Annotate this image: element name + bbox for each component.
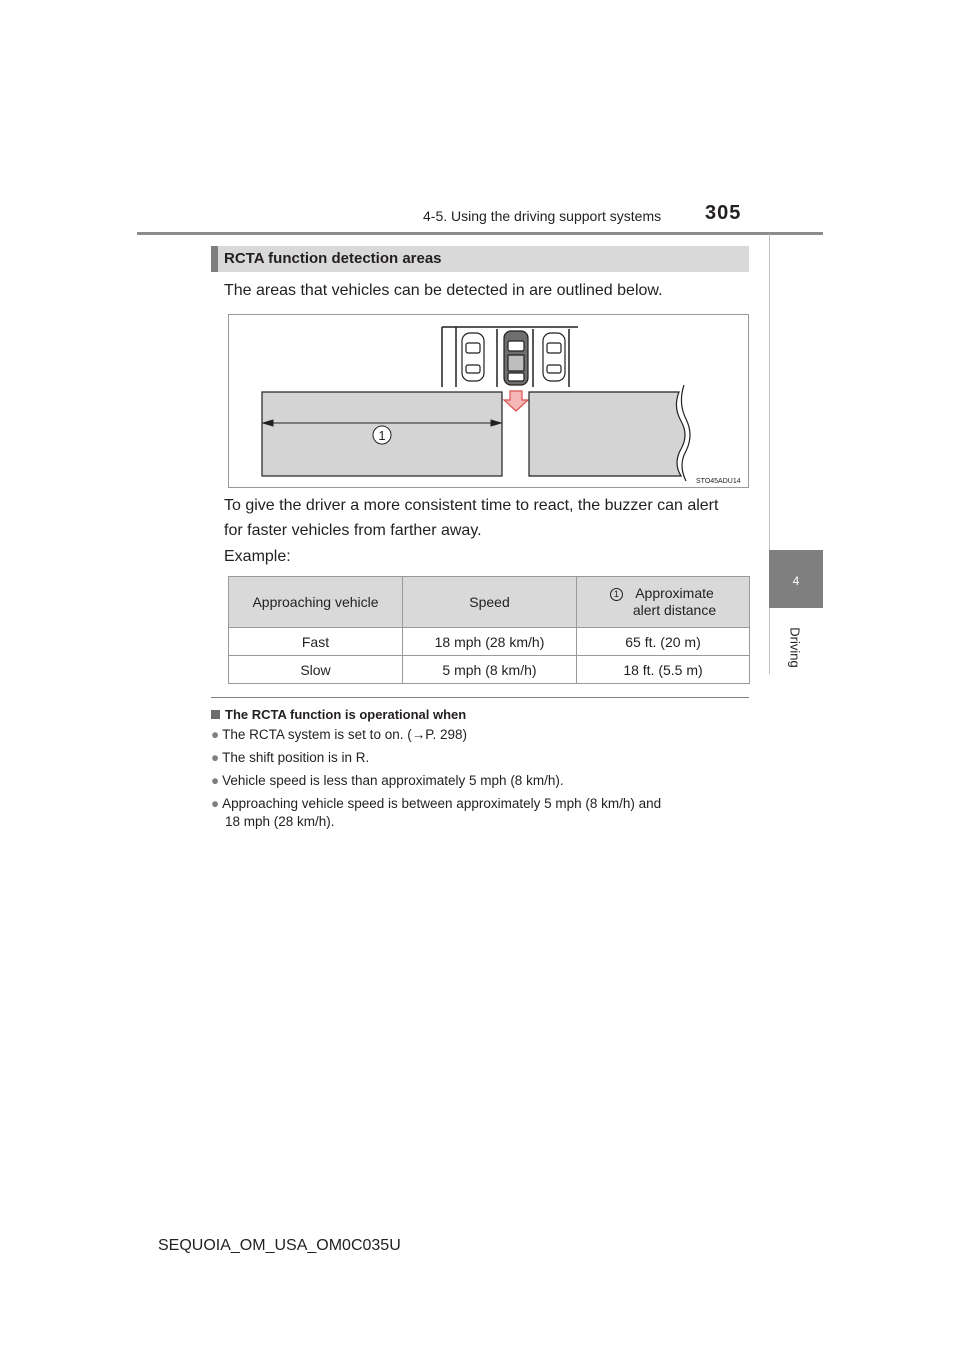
cell-speed: 18 mph (28 km/h) [403,628,577,656]
example-label: Example: [224,548,291,565]
col-header-distance-line1: Approximate [635,585,714,601]
bullet-icon: ● [211,796,220,811]
detection-zone-right [529,392,685,476]
cell-vehicle: Slow [229,656,403,684]
section-heading: RCTA function detection areas [224,250,442,267]
explanation-line-1: To give the driver a more consistent time to react, the buzzer can alert [224,497,719,514]
intro-paragraph: The areas that vehicles can be detected in are outlined below. [224,282,663,299]
list-item: ● Vehicle speed is less than approximately 5 mph (8 km/h). [211,773,564,788]
side-rule [769,234,770,674]
chapter-tab-number: 4 [792,574,800,588]
alert-distance-table [228,576,750,684]
bullet-icon: ● [211,750,220,765]
notes-divider [211,697,749,698]
callout-number: 1 [378,428,386,443]
cell-speed: 5 mph (8 km/h) [403,656,577,684]
parked-car-left-icon [462,333,484,381]
document-code: SEQUOIA_OM_USA_OM0C035U [158,1237,401,1254]
parked-car-right-icon [543,333,565,381]
list-item-continuation: 18 mph (28 km/h). [225,814,335,829]
list-item: ● Approaching vehicle speed is between approximately 5 mph (8 km/h) and [211,796,662,811]
page-reference-link[interactable]: →P. 298) [411,727,468,742]
page-number: 305 [705,202,742,224]
col-header-distance-line2: alert distance [632,602,717,618]
section-heading-accent [211,246,218,272]
cell-distance: 65 ft. (20 m) [577,628,750,656]
figure-code: STO45ADU14 [696,478,741,485]
col-header-distance [577,577,750,628]
square-bullet-icon [211,710,220,719]
cell-vehicle: Fast [229,628,403,656]
bullet-icon: ● [211,727,220,742]
running-header-section: 4-5. Using the driving support systems [423,208,662,224]
table-row [229,656,750,684]
list-item: ● The shift position is in R. [211,750,370,765]
table-row [229,628,750,656]
col-header-vehicle: Approaching vehicle [229,577,403,628]
explanation-line-2: for faster vehicles from farther away. [224,522,482,539]
detection-area-figure [228,314,749,488]
list-item: ● The RCTA system is set to on. (→P. 298) [211,727,468,742]
table-header-row [229,577,750,628]
detection-area-diagram [229,315,748,487]
notes-heading-text: The RCTA function is operational when [225,707,467,722]
cell-distance: 18 ft. (5.5 m) [577,656,750,684]
header-rule [137,232,823,235]
notes-heading [211,707,466,722]
callout-ref-icon: 1 [610,588,623,601]
col-header-speed: Speed [403,577,577,628]
own-vehicle-icon [504,331,528,385]
bullet-icon: ● [211,773,220,788]
reverse-direction-arrow [504,391,528,411]
chapter-label: Driving [787,627,803,668]
